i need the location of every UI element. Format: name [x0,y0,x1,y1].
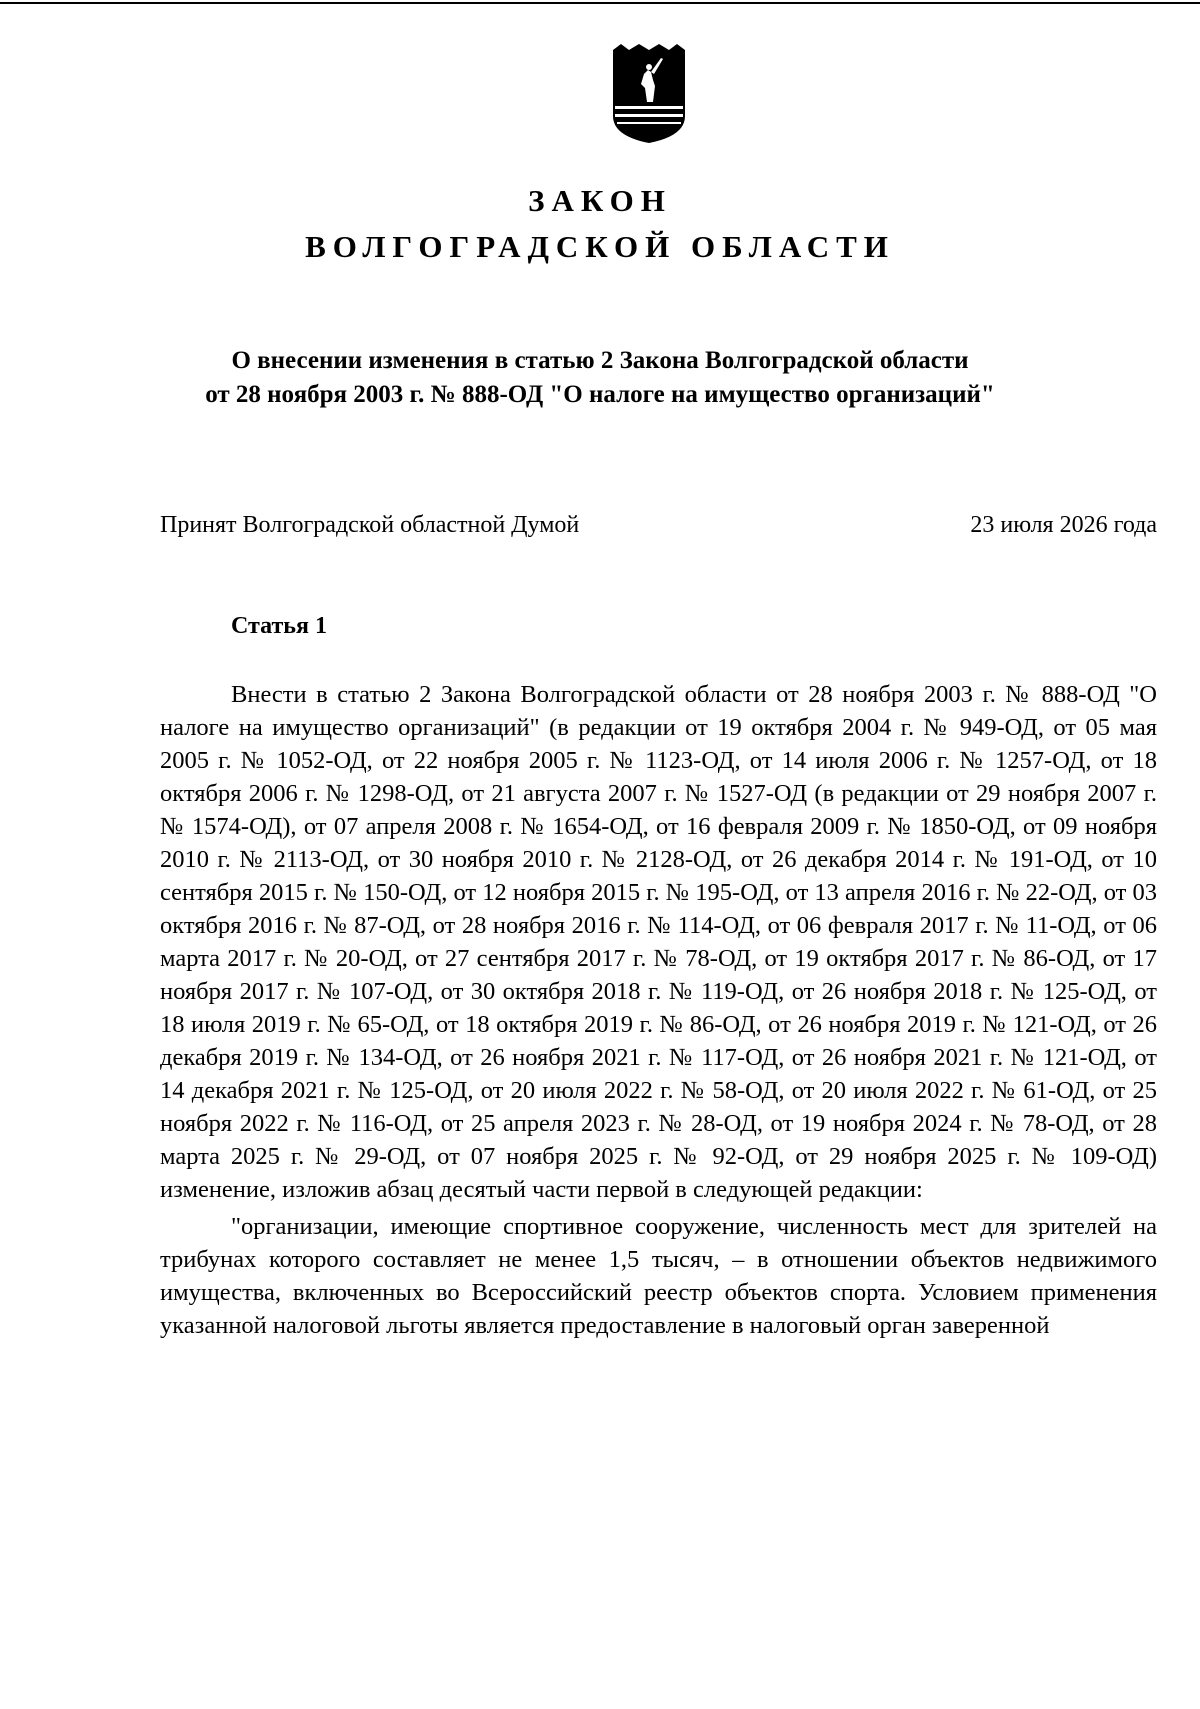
article-heading: Статья 1 [231,613,327,639]
law-title: ЗАКОН [528,183,672,218]
adopted-by: Принят Волгоградской областной Думой [160,512,580,538]
article-paragraph-2: "организации, имеющие спортивное сооружение, численность мест для зрителей на трибунах которого составляет не менее 1,5 тысяч, – в отношении объектов недвижимого имущества, включенных во Всероссийский реестр объектов спорта. Условием применения указанной налоговой льготы является предоставление в налоговый орган заверенной [160,1213,1157,1339]
article-paragraph-1: Внести в статью 2 Закона Волгоградской области от 28 ноября 2003 г. № 888-ОД "О налоге на имущество организаций" (в редакции от 19 октября 2004 г. № 949-ОД, от 05 мая 2005 г. № 1052-ОД, от 22 ноября 2005 г. № 1123-ОД, от 14 июля 2006 г. № 1257-ОД, от 18 октября 2006 г. № 1298-ОД, от 21 августа 2007 г. № 1527-ОД (в редакции от 29 ноября 2007 г. № 1574-ОД), от 07 апреля 2008 г. № 1654-ОД, от 16 февраля 2009 г. № 1850-ОД, от 09 ноября 2010 г. № 2113-ОД, от 30 ноября 2010 г. № 2128-ОД, от 26 декабря 2014 г. № 191-ОД, от 10 сентября 2015 г. № 150-ОД, от 12 ноября 2015 г. № 195-ОД, от 13 апреля 2016 г. № 22-ОД, от 03 октября 2016 г. № 87-ОД, от 28 ноября 2016 г. № 114-ОД, от 06 февраля 2017 г. № 11-ОД, от 06 марта 2017 г. № 20-ОД, от 27 сентября 2017 г. № 78-ОД, от 19 октября 2017 г. № 86-ОД, от 17 ноября 2017 г. № 107-ОД, от 30 октября 2018 г. № 119-ОД, от 26 ноября 2018 г. № 125-ОД, от 18 июля 2019 г. № 65-ОД, от 18 октября 2019 г. № 86-ОД, от 26 ноября 2019 г. № 121-ОД, от 26 декабря 2019 г. № 134-ОД, от 26 ноября 2021 г. № 117-ОД, от 26 ноября 2021 г. № 121-ОД, от 14 декабря 2021 г. № 125-ОД, от 20 июля 2022 г. № 58-ОД, от 20 июля 2022 г. № 61-ОД, от 25 ноября 2022 г. № 116-ОД, от 25 апреля 2023 г. № 28-ОД, от 19 ноября 2024 г. № 78-ОД, от 28 марта 2025 г. № 29-ОД, от 07 ноября 2025 г. № 92-ОД, от 29 ноября 2025 г. № 109-ОД) изменение, изложив абзац десятый части первой в следующей редакции: [160,681,1157,1203]
adoption-date: 23 июля 2026 года [970,512,1157,538]
article-body [160,678,1157,1342]
top-border-line [0,2,1200,4]
volgograd-coat-of-arms-icon [611,44,687,144]
region-title: ВОЛГОГРАДСКОЙ ОБЛАСТИ [305,229,895,264]
law-subtitle [100,344,1100,412]
subtitle-line-1: О внесении изменения в статью 2 Закона Волгоградской области [231,347,969,374]
subtitle-line-2: от 28 ноября 2003 г. № 888-ОД "О налоге на имущество организаций" [205,381,995,408]
